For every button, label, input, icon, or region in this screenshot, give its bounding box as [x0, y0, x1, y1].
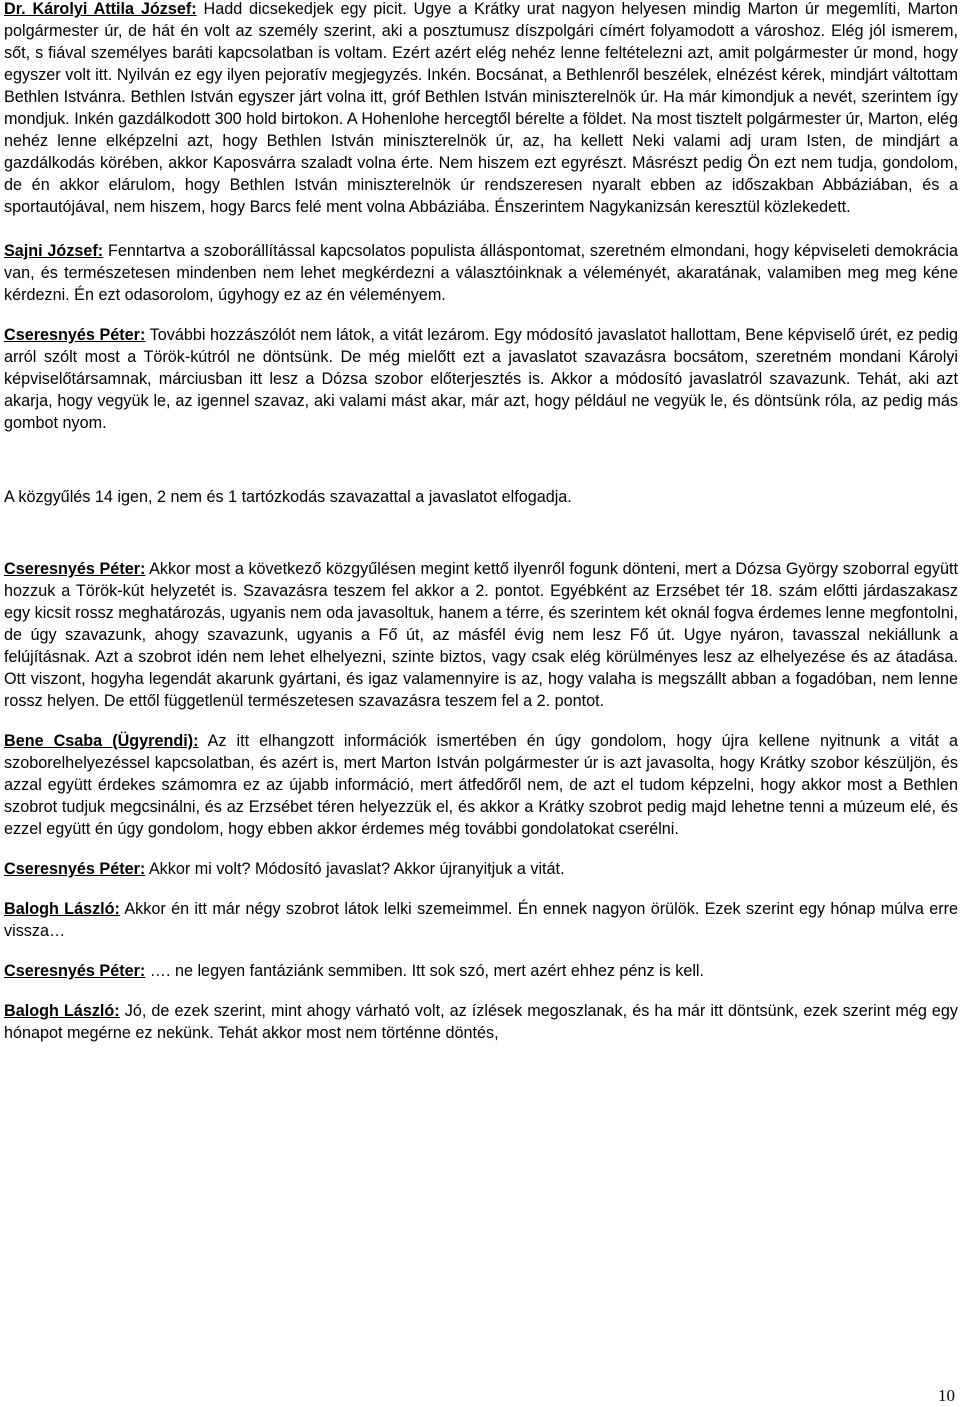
- speaker-name: Cseresnyés Péter:: [4, 860, 146, 878]
- paragraph-sajni: [4, 240, 958, 306]
- paragraph-cseresnyes-4: [4, 960, 958, 982]
- speaker-name: Balogh László:: [4, 1002, 120, 1020]
- speaker-name: Balogh László:: [4, 900, 120, 918]
- paragraph-text: Fenntartva a szoborállítással kapcsolatos populista álláspontomat, szeretném elmondani, hogy képviseleti demokrácia van, és természetesen mindenben nem lehet megkérdezni a választóinknak a véleményét, akaratának, valamiben meg meg kéne kérdezni. Én ezt odasorolom, úgyhogy ez az én véleményem.: [4, 242, 958, 304]
- paragraph-cseresnyes-1: [4, 324, 958, 434]
- paragraph-text: Akkor mi volt? Módosító javaslat? Akkor újranyitjuk a vitát.: [145, 860, 565, 878]
- paragraph-text: Az itt elhangzott információk ismertében én úgy gondolom, hogy újra kellene nyitnunk a vitát a szoborelhelyezéssel kapcsolatban, és azért is, mert Marton István polgármester úr is azt javasolta, hogy Krátky szobor készüljön, és azzal együtt érdekes számomra ez az újabb információ, mert átfedőről nem, de azt el tudom képzelni, hogy akkor most a Bethlen szobrot tudjuk megcsinálni, és az Erzsébet téren helyezzük el, és akkor a Krátky szobrot pedig majd lehetne tenni a múzeum elé, és ezzel együtt én úgy gondolom, hogy ebben akkor érdemes még további gondolatokat cserélni.: [4, 732, 958, 838]
- paragraph-balogh-1: [4, 898, 958, 942]
- paragraph-bene: [4, 730, 958, 840]
- paragraph-text: Akkor most a következő közgyűlésen megint kettő ilyenről fogunk dönteni, mert a Dózsa György szoborral együtt hozzuk a Török-kút helyzetét is. Szavazásra teszem fel akkor a 2. pontot. Egyébként az Erzsébet tér 18. szám előtti járdaszakasz egy kicsit rossz meghatározás, ugyanis nem oda javasoltuk, hanem a térre, és szerintem két oknál fogva érdemes lenne megfontolni, de úgy szavazunk, ahogy szavazunk, ugyanis a Fő út, az másfél évig nem lesz Fő út. Ugye nyáron, tavasszal nekiállunk a felújításnak. Azt a szobrot idén nem lehet elhelyezni, szinte biztos, vagy csak elég körülményes lesz az elhelyezése és az átadása. Ott viszont, hogyha legendát akarunk gyártani, és igaz valamennyire is az, hogy valaha is megszállt abban a fogadóban, nem lenne rossz helyen. De ettől függetlenül természetesen szavazásra teszem fel a 2. pontot.: [4, 560, 959, 710]
- paragraph-text: Hadd dicsekedjek egy picit. Ugye a Krátky urat nagyon helyesen mindig Marton úr megemlíti, Marton polgármester úr, de hát én volt az személy szerint, aki a posztumusz díszpolgári címért folyamodott a városhoz. Elég jól ismerem, sőt, s fiával személyes baráti kapcsolatban is voltam. Ezért azért elég nehéz lenne feltételezni azt, amit polgármester úr mond, hogy egyszer volt itt. Nyilván ez egy ilyen pejoratív megjegyzés. Inkén. Bocsánat, a Bethlenről beszélek, elnézést kérek, mindjárt váltottam Bethlen Istvánra. Bethlen István egyszer járt volna itt, gróf Bethlen István miniszterelnök úr. Ha már kimondjuk a nevét, szerintem így mondjuk. Inkén gazdálkodott 300 hold birtokon. A Hohenlohe hercegtől bérelte a földet. Na most tisztelt polgármester úr, Marton, elég nehéz lenne elképzelni azt, hogy Bethlen István miniszterelnök úr, az, ha kellett Neki valami adj uram Isten, de mindjárt a gazdálkodás körében, akkor Kaposvárra szaladt volna érte. Nem hiszem ezt egyrészt. Másrészt pedig Ön ezt nem tudja, gondolom, de én akkor elárulom, hogy Bethlen István miniszterelnök úr rendszeresen nyaralt ebben az időszakban Abbáziában, és a sportautójával, nem hiszem, hogy Barcs felé ment volna Abbáziába. Énszerintem Nagykanizsán keresztül közlekedett.: [4, 0, 958, 216]
- speaker-name: Sajni József:: [4, 242, 104, 260]
- paragraph-text: A közgyűlés 14 igen, 2 nem és 1 tartózkodás szavazattal a javaslatot elfogadja.: [4, 488, 572, 506]
- speaker-name: Cseresnyés Péter:: [4, 560, 146, 578]
- paragraph-balogh-2: [4, 1000, 958, 1044]
- minutes-text: [4, 0, 958, 1062]
- speaker-name: Bene Csaba (Ügyrendi):: [4, 732, 199, 750]
- paragraph-text: …. ne legyen fantáziánk semmiben. Itt sok szó, mert azért ehhez pénz is kell.: [145, 962, 705, 980]
- speaker-name: Cseresnyés Péter:: [4, 326, 146, 344]
- paragraph-cseresnyes-3: [4, 858, 958, 880]
- speaker-name: Cseresnyés Péter:: [4, 962, 146, 980]
- speaker-name: Dr. Károlyi Attila József:: [4, 0, 197, 18]
- paragraph-karolyi-1: [4, 0, 958, 218]
- page-number: 10: [938, 1386, 955, 1405]
- paragraph-text: További hozzászólót nem látok, a vitát lezárom. Egy módosító javaslatot hallottam, Bene képviselő úrét, ez pedig arról szólt most a Török-kútról ne döntsünk. De még mielőtt ezt a javaslatot szavazásra bocsátom, szeretném mondani Károlyi képviselőtársamnak, márciusban itt lesz a Dózsa szobor előterjesztés is. Akkor a módosító javaslatról szavazunk. Tehát, aki azt akarja, hogy vegyük le, az igennel szavaz, aki valami mást akar, már azt, hogy például ne vegyük le, és döntsünk róla, az pedig más gombot nyom.: [4, 326, 959, 432]
- vote-result: [4, 486, 958, 508]
- paragraph-text: Jó, de ezek szerint, mint ahogy várható volt, az ízlések megoszlanak, és ha már itt döntsünk, ezek szerint még egy hónapot megérne ez nekünk. Tehát akkor most nem történne döntés,: [4, 1002, 958, 1042]
- paragraph-text: Akkor én itt már négy szobrot látok lelki szemeimmel. Én ennek nagyon örülök. Ezek szerint egy hónap múlva erre vissza…: [4, 900, 958, 940]
- paragraph-cseresnyes-2: [4, 558, 958, 712]
